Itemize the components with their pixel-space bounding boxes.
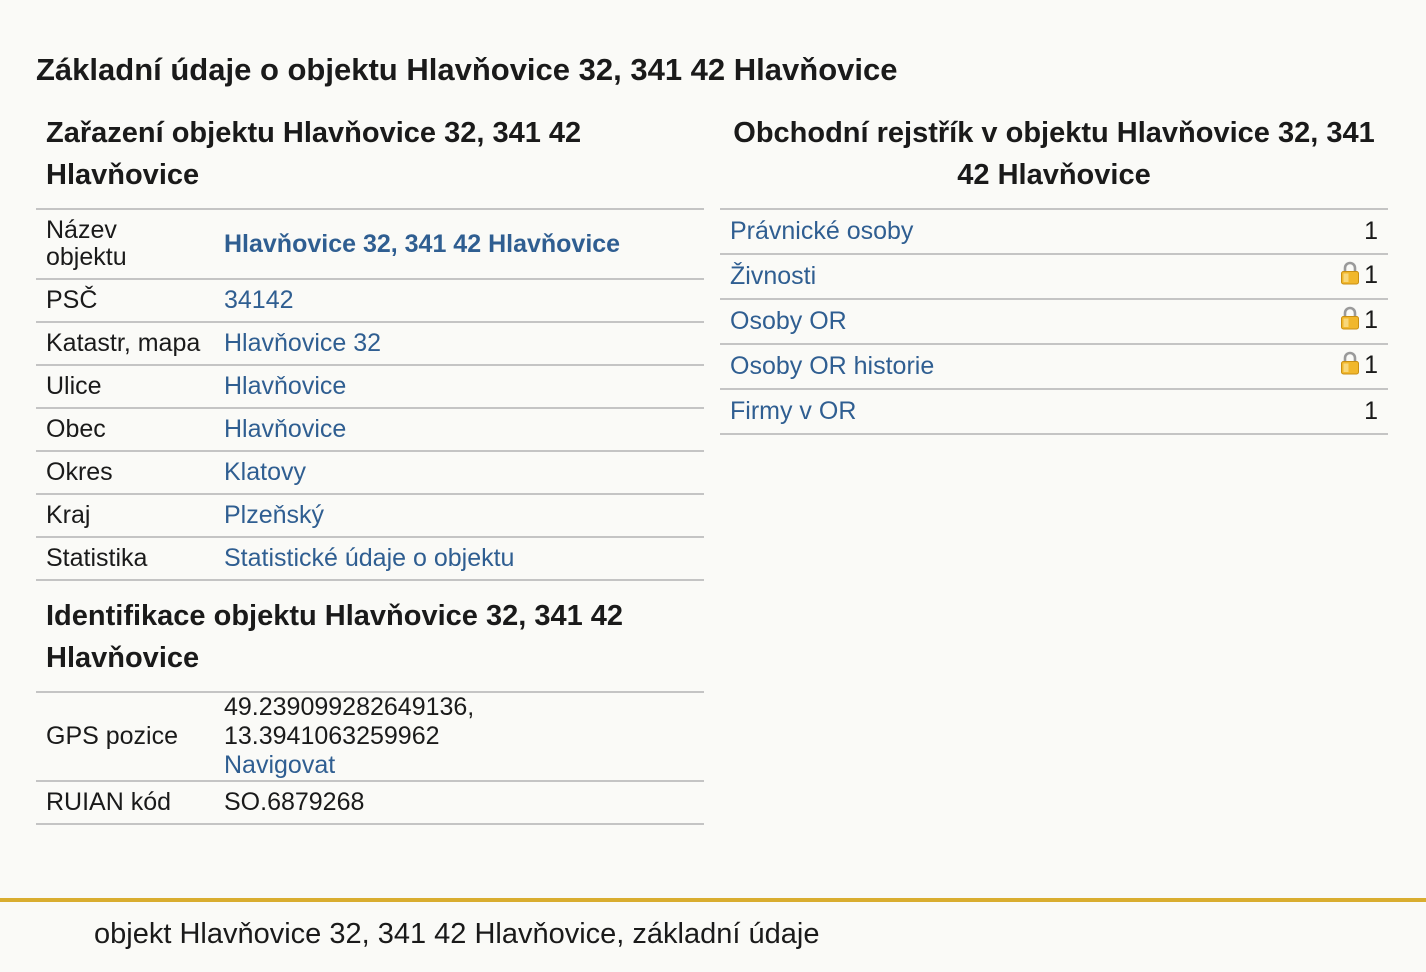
table-row: [36, 451, 704, 494]
footer-text: objekt Hlavňovice 32, 341 42 Hlavňovice, základní údaje: [94, 918, 820, 950]
row-label: Okres: [36, 451, 214, 494]
companies-or-link[interactable]: Firmy v OR: [730, 397, 857, 425]
navigate-link[interactable]: Navigovat: [224, 751, 336, 779]
table-row: [720, 389, 1388, 434]
identification-heading: Identifikace objektu Hlavňovice 32, 341 42 Hlavňovice: [46, 600, 624, 674]
row-label: Statistika: [36, 537, 214, 580]
footer-divider: [0, 898, 1426, 902]
municipality-link[interactable]: Hlavňovice: [224, 415, 347, 443]
lock-icon: [1340, 261, 1360, 292]
table-row: [36, 322, 704, 365]
companies-or-count: 1: [1308, 389, 1388, 434]
table-row: [720, 299, 1388, 344]
trade-licenses-count: 1: [1364, 261, 1378, 289]
row-label: Katastr, mapa: [36, 322, 214, 365]
statistics-link[interactable]: Statistické údaje o objektu: [224, 544, 515, 572]
page-title: Základní údaje o objektu Hlavňovice 32, 341 42 Hlavňovice: [36, 52, 898, 87]
trade-licenses-link[interactable]: Živnosti: [730, 262, 817, 290]
left-column: [36, 112, 704, 825]
persons-or-history-link[interactable]: Osoby OR historie: [730, 352, 935, 380]
legal-entities-link[interactable]: Právnické osoby: [730, 217, 914, 245]
table-row: [36, 209, 704, 279]
district-link[interactable]: Klatovy: [224, 458, 306, 486]
table-row: [36, 365, 704, 408]
row-label: Kraj: [36, 494, 214, 537]
identification-table: [36, 691, 704, 825]
row-label: Obec: [36, 408, 214, 451]
table-row: [36, 279, 704, 322]
table-row: [36, 408, 704, 451]
lock-icon: [1340, 306, 1360, 337]
business-register-table: [720, 208, 1388, 435]
table-row: [36, 537, 704, 580]
object-name-link[interactable]: Hlavňovice 32, 341 42 Hlavňovice: [224, 229, 621, 258]
ruian-label: RUIAN kód: [36, 781, 214, 824]
cadastre-map-link[interactable]: Hlavňovice 32: [224, 329, 382, 357]
persons-or-history-count: 1: [1364, 351, 1378, 379]
street-link[interactable]: Hlavňovice: [224, 372, 347, 400]
table-row: [36, 692, 704, 781]
table-row: [720, 254, 1388, 299]
gps-label: GPS pozice: [36, 692, 214, 781]
row-label: PSČ: [36, 279, 214, 322]
business-register-heading: Obchodní rejstřík v objektu Hlavňovice 32, 341 42 Hlavňovice: [733, 117, 1375, 191]
persons-or-count: 1: [1364, 306, 1378, 334]
persons-or-link[interactable]: Osoby OR: [730, 307, 847, 335]
table-row: [36, 781, 704, 824]
right-column: [720, 112, 1388, 435]
table-row: [720, 209, 1388, 254]
row-label: Název objektu: [36, 209, 214, 279]
classification-table: [36, 208, 704, 581]
table-row: [36, 494, 704, 537]
table-row: [720, 344, 1388, 389]
ruian-value: SO.6879268: [214, 781, 704, 824]
region-link[interactable]: Plzeňský: [224, 501, 325, 529]
psc-link[interactable]: 34142: [224, 286, 294, 314]
gps-latitude: 49.239099282649136,: [224, 693, 475, 721]
lock-icon: [1340, 351, 1360, 382]
gps-longitude: 13.3941063259962: [224, 722, 440, 750]
row-label: Ulice: [36, 365, 214, 408]
classification-heading: Zařazení objektu Hlavňovice 32, 341 42 Hlavňovice: [46, 117, 582, 191]
legal-entities-count: 1: [1308, 209, 1388, 254]
